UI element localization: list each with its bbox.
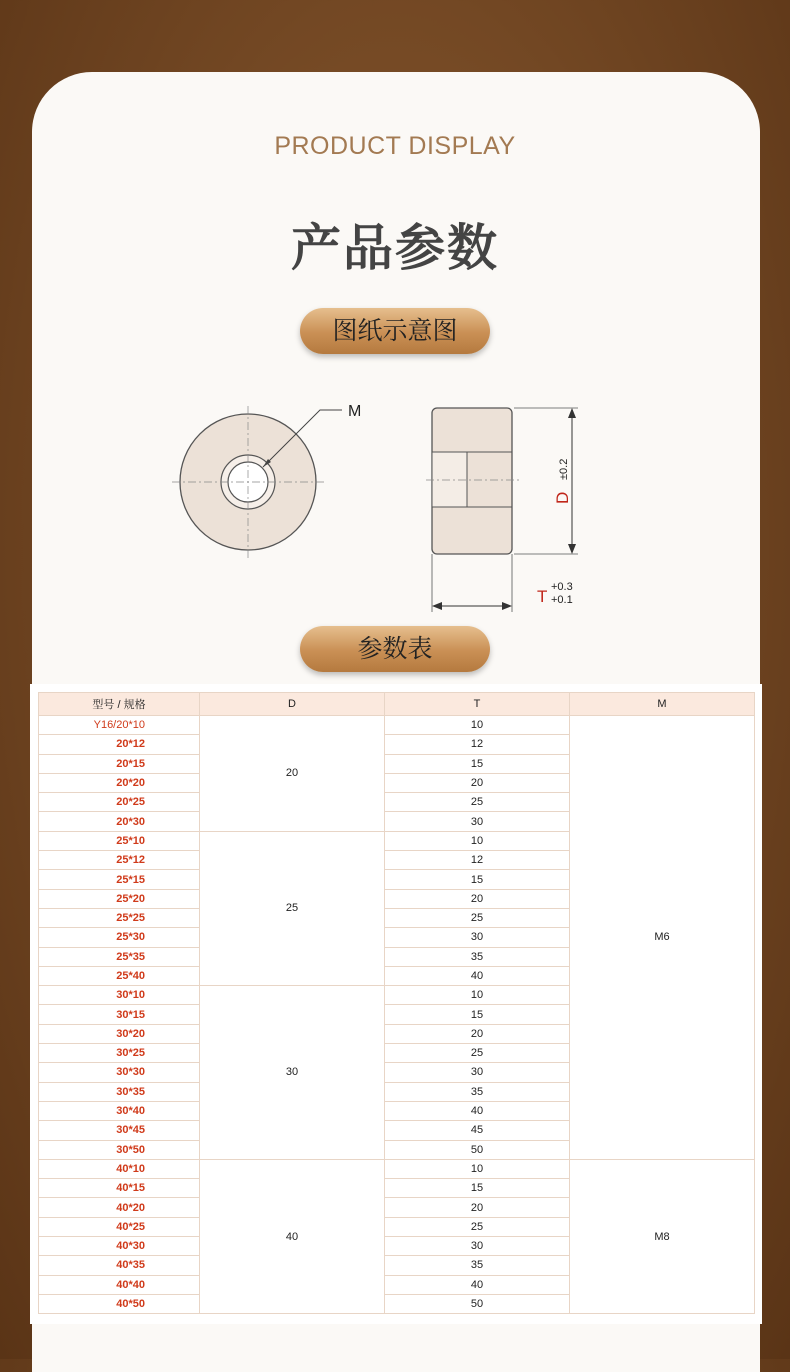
cell-t: 10 <box>385 831 570 850</box>
cell-model: 30*10 <box>39 986 200 1005</box>
cell-model: 40*30 <box>39 1237 200 1256</box>
spec-table-panel <box>30 684 762 1324</box>
cell-t: 15 <box>385 754 570 773</box>
cell-model: Y16/20*10 <box>39 716 200 735</box>
cell-model: 30*45 <box>39 1121 200 1140</box>
cell-model: 25*40 <box>39 966 200 985</box>
table-body <box>39 716 755 1314</box>
side-view <box>426 408 578 612</box>
cell-model: 30*25 <box>39 1044 200 1063</box>
cell-model: 30*20 <box>39 1024 200 1043</box>
cell-model: 40*20 <box>39 1198 200 1217</box>
cell-t: 30 <box>385 1063 570 1082</box>
cell-d: 20 <box>200 716 385 832</box>
cell-d: 25 <box>200 831 385 985</box>
cell-t: 25 <box>385 1044 570 1063</box>
cell-d: 40 <box>200 1159 385 1313</box>
cell-t: 30 <box>385 1237 570 1256</box>
cell-model: 25*15 <box>39 870 200 889</box>
header-m: M <box>570 693 755 716</box>
cell-t: 30 <box>385 812 570 831</box>
cell-d: 30 <box>200 986 385 1160</box>
cell-model: 30*30 <box>39 1063 200 1082</box>
cell-t: 50 <box>385 1294 570 1313</box>
drawing-section-label: 图纸示意图 <box>300 308 490 354</box>
technical-drawing <box>170 392 620 617</box>
cell-model: 40*25 <box>39 1217 200 1236</box>
cell-t: 50 <box>385 1140 570 1159</box>
cell-model: 20*15 <box>39 754 200 773</box>
t-callout: T <box>537 587 548 606</box>
table-header-row <box>39 693 755 716</box>
cell-model: 25*30 <box>39 928 200 947</box>
t-tolerance-lower: +0.1 <box>551 594 573 606</box>
cell-t: 15 <box>385 870 570 889</box>
cell-t: 10 <box>385 716 570 735</box>
cell-t: 35 <box>385 1082 570 1101</box>
cell-model: 20*20 <box>39 773 200 792</box>
spec-table <box>38 692 755 1314</box>
cell-m: M6 <box>570 716 755 1160</box>
table-row <box>39 1159 755 1178</box>
cell-t: 45 <box>385 1121 570 1140</box>
cell-model: 20*25 <box>39 793 200 812</box>
cell-model: 30*35 <box>39 1082 200 1101</box>
cell-t: 15 <box>385 1179 570 1198</box>
cell-m: M8 <box>570 1159 755 1313</box>
cell-model: 40*35 <box>39 1256 200 1275</box>
header-d: D <box>200 693 385 716</box>
cell-t: 10 <box>385 986 570 1005</box>
cell-t: 20 <box>385 1198 570 1217</box>
cell-model: 25*35 <box>39 947 200 966</box>
cell-t: 40 <box>385 966 570 985</box>
cell-t: 12 <box>385 851 570 870</box>
table-section-label: 参数表 <box>300 626 490 672</box>
cell-t: 30 <box>385 928 570 947</box>
cell-t: 25 <box>385 908 570 927</box>
cell-model: 30*15 <box>39 1005 200 1024</box>
cell-t: 12 <box>385 735 570 754</box>
cell-t: 25 <box>385 1217 570 1236</box>
cell-model: 30*50 <box>39 1140 200 1159</box>
front-view <box>172 403 361 558</box>
cell-t: 15 <box>385 1005 570 1024</box>
cell-t: 20 <box>385 1024 570 1043</box>
cell-t: 40 <box>385 1101 570 1120</box>
page-title: 产品参数 <box>291 219 499 277</box>
section-eyebrow: PRODUCT DISPLAY <box>274 132 516 160</box>
cell-model: 40*10 <box>39 1159 200 1178</box>
cell-model: 40*40 <box>39 1275 200 1294</box>
header-model: 型号 / 规格 <box>39 693 200 716</box>
cell-t: 35 <box>385 1256 570 1275</box>
t-tolerance-upper: +0.3 <box>551 581 573 593</box>
cell-t: 35 <box>385 947 570 966</box>
cell-model: 20*30 <box>39 812 200 831</box>
m-callout: M <box>348 403 362 420</box>
cell-model: 40*50 <box>39 1294 200 1313</box>
cell-model: 25*12 <box>39 851 200 870</box>
cell-t: 40 <box>385 1275 570 1294</box>
cell-t: 20 <box>385 889 570 908</box>
cell-model: 40*15 <box>39 1179 200 1198</box>
cell-t: 10 <box>385 1159 570 1178</box>
cell-model: 25*10 <box>39 831 200 850</box>
cell-model: 25*20 <box>39 889 200 908</box>
header-t: T <box>385 693 570 716</box>
cell-t: 20 <box>385 773 570 792</box>
cell-model: 20*12 <box>39 735 200 754</box>
d-tolerance: ±0.2 <box>558 458 570 480</box>
cell-model: 30*40 <box>39 1101 200 1120</box>
d-callout: D <box>553 491 572 504</box>
table-row <box>39 716 755 735</box>
cell-t: 25 <box>385 793 570 812</box>
cell-model: 25*25 <box>39 908 200 927</box>
